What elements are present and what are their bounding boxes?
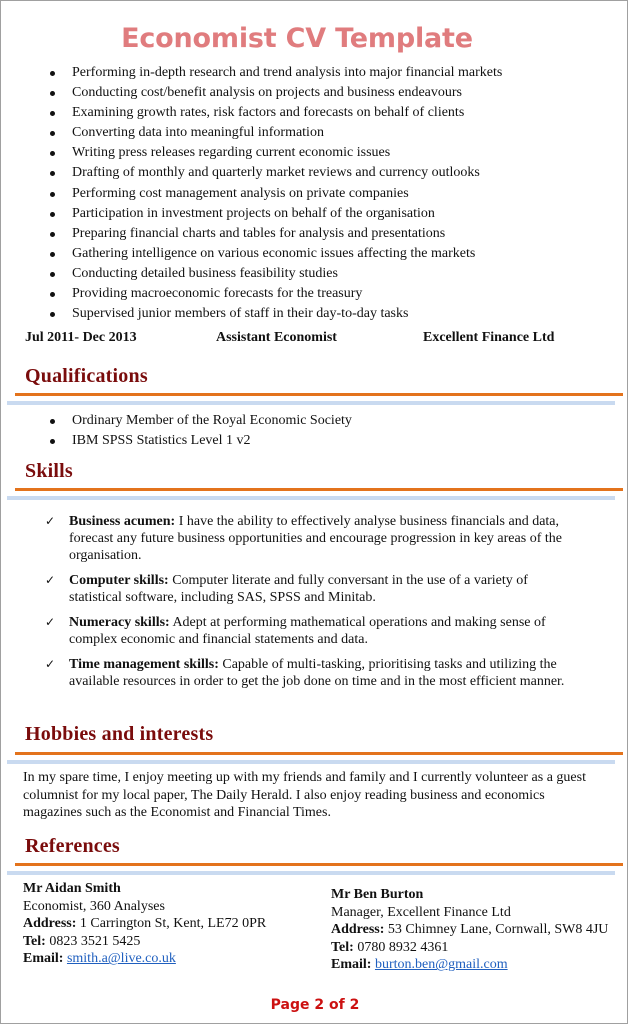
skill-item (45, 572, 565, 606)
address-label: Address: (23, 916, 77, 932)
duties-list (41, 63, 502, 324)
section-heading-skills: Skills (25, 460, 73, 482)
tel-label: Tel: (331, 939, 354, 955)
check-icon: ✓ (45, 615, 56, 629)
section-divider (7, 871, 615, 875)
list-item: Converting data into meaningful information (41, 123, 502, 143)
reference-tel: 0780 8932 4361 (353, 939, 449, 955)
list-item: Performing cost management analysis on private companies (41, 184, 502, 204)
job-company: Excellent Finance Ltd (423, 330, 555, 345)
reference-position: Economist, 360 Analyses (23, 898, 165, 914)
reference-name: Mr Ben Burton (331, 887, 424, 902)
section-divider (15, 393, 623, 396)
check-icon: ✓ (45, 573, 56, 587)
skill-label: Numeracy skills: (69, 615, 170, 630)
section-divider (7, 401, 615, 405)
check-icon: ✓ (45, 657, 56, 671)
reference-card (23, 880, 266, 968)
list-item: Drafting of monthly and quarterly market reviews and currency outlooks (41, 163, 502, 183)
job-dates: Jul 2011- Dec 2013 (25, 330, 137, 345)
skill-label: Business acumen: (69, 514, 176, 529)
list-item: Performing in-depth research and trend analysis into major financial markets (41, 63, 502, 83)
section-heading-qualifications: Qualifications (25, 365, 148, 387)
reference-name: Mr Aidan Smith (23, 881, 121, 896)
reference-address: 1 Carrington St, Kent, LE72 0PR (76, 916, 267, 932)
section-heading-references: References (25, 835, 120, 857)
reference-tel: 0823 3521 5425 (45, 933, 141, 949)
section-heading-hobbies: Hobbies and interests (25, 723, 214, 745)
section-divider (15, 863, 623, 866)
check-icon: ✓ (45, 514, 56, 528)
list-item: Writing press releases regarding current economic issues (41, 143, 502, 163)
section-divider (7, 760, 615, 764)
section-divider (7, 496, 615, 500)
skill-label: Computer skills: (69, 573, 169, 588)
qualifications-list (41, 411, 352, 451)
list-item: Conducting detailed business feasibility studies (41, 264, 502, 284)
skill-text: I have the ability to effectively analyse business financials and data, forecast any future business opportunities and encourage progression in key areas of the organisation. (69, 514, 562, 563)
reference-email-link[interactable]: burton.ben@gmail.com (374, 957, 508, 973)
document-title: Economist CV Template (121, 23, 473, 54)
reference-email-link[interactable]: smith.a@live.co.uk (66, 951, 176, 967)
list-item: Supervised junior members of staff in their day-to-day tasks (41, 304, 502, 324)
section-divider (15, 752, 623, 755)
list-item: Conducting cost/benefit analysis on projects and business endeavours (41, 83, 502, 103)
list-item: IBM SPSS Statistics Level 1 v2 (41, 431, 352, 451)
list-item: Participation in investment projects on behalf of the organisation (41, 204, 502, 224)
job-role: Assistant Economist (216, 330, 337, 345)
page-number: Page 2 of 2 (270, 997, 360, 1013)
email-label: Email: (23, 951, 64, 967)
reference-address: 53 Chimney Lane, Cornwall, SW8 4JU (384, 922, 609, 938)
list-item: Preparing financial charts and tables for analysis and presentations (41, 224, 502, 244)
section-divider (15, 488, 623, 491)
skill-text: Capable of multi-tasking, prioritising tasks and utilizing the available resources in order to get the job done on time and in the most efficient manner. (69, 657, 565, 689)
reference-position: Manager, Excellent Finance Ltd (331, 904, 511, 920)
reference-card (331, 886, 608, 974)
skill-text: Computer literate and fully conversant in the use of a variety of statistical software, including SAS, SPSS and Minitab. (69, 573, 528, 605)
hobbies-text: In my spare time, I enjoy meeting up with my friends and family and I currently volunteer as a guest columnist for my local paper, The Daily Herald. I also enjoy reading business and economics magazines such as the Economist and Financial Times. (23, 770, 586, 821)
tel-label: Tel: (23, 933, 46, 949)
skill-item (45, 656, 565, 690)
list-item: Examining growth rates, risk factors and forecasts on behalf of clients (41, 103, 502, 123)
skill-item (45, 614, 565, 648)
address-label: Address: (331, 922, 385, 938)
list-item: Gathering intelligence on various economic issues affecting the markets (41, 244, 502, 264)
email-label: Email: (331, 957, 372, 973)
skill-text: Adept at performing mathematical operations and making sense of complex economic and financial statements and data. (69, 615, 546, 647)
skills-list (45, 513, 565, 698)
skill-item (45, 513, 565, 564)
list-item: Ordinary Member of the Royal Economic Society (41, 411, 352, 431)
skill-label: Time management skills: (69, 657, 219, 672)
list-item: Providing macroeconomic forecasts for the treasury (41, 284, 502, 304)
